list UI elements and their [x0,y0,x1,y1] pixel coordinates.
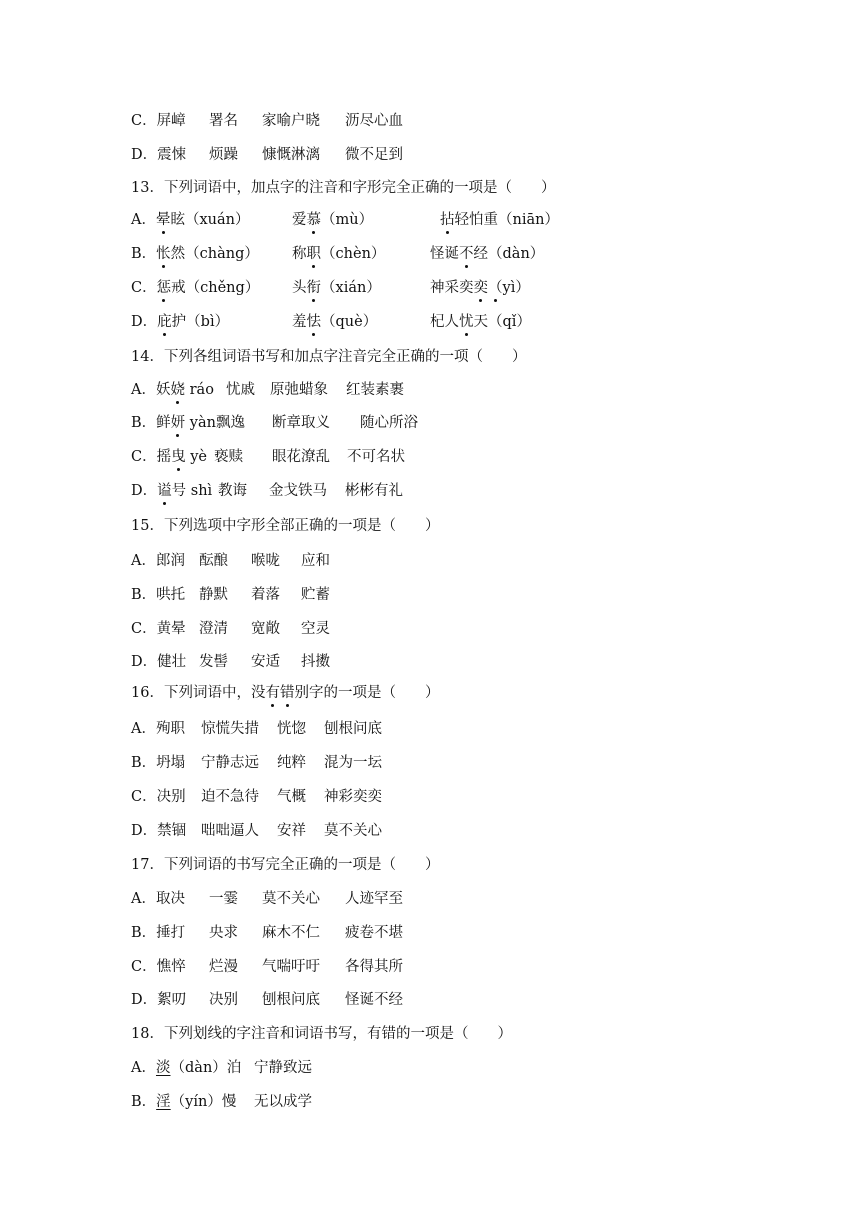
option-word: 决别 [209,992,238,1008]
answer-option [131,380,691,400]
answer-option [131,312,691,332]
option-word: 杞人忧天（qǐ） [430,314,531,330]
answer-option [131,1092,691,1112]
answer-option [131,753,691,773]
option-word: 沥尽心血 [345,113,403,129]
option-word: 头衔（xián） [292,280,381,296]
option-word: 疲卷不堪 [345,925,403,941]
option-word: 咄咄逼人 [201,823,259,839]
option-word: B．淫（yín）慢 [131,1094,237,1110]
answer-option [131,244,691,264]
question-text: 17．下列词语的书写完全正确的一项是（ ） [131,857,440,873]
answer-option [131,787,691,807]
answer-option [131,278,691,298]
option-word: C．憔悴 [131,959,186,975]
question-stem [131,855,439,875]
option-word: 宽敞 [251,621,280,637]
option-word: 称职（chèn） [292,246,386,262]
question-text: 18．下列划线的字注音和词语书写，有错的一项是（ ） [131,1026,512,1042]
answer-option [131,210,691,230]
answer-option [131,957,691,977]
option-word: 微不足到 [345,147,403,163]
option-word: 慷慨淋漓 [262,147,320,163]
option-word: 忧戚 [226,382,255,398]
option-word: B．鲜妍 yàn [131,415,216,431]
option-word: 烦躁 [209,147,238,163]
option-word: B．哄托 [131,587,186,603]
option-word: 彬彬有礼 [345,483,403,499]
answer-option [131,923,691,943]
answer-option [131,889,691,909]
option-word: 静默 [199,587,228,603]
option-word: 恍惚 [277,721,306,737]
answer-option [131,551,691,571]
option-word: 莫不关心 [262,891,320,907]
answer-option [131,145,691,165]
option-word: A．晕眩（xuán） [131,212,250,228]
option-word: 亵赎 [214,449,243,465]
option-word: 安祥 [277,823,306,839]
option-word: 空灵 [301,621,330,637]
question-stem [131,516,439,536]
question-stem [131,683,439,703]
question-text: 14．下列各组词语书写和加点字注音完全正确的一项（ ） [131,349,527,365]
option-word: 神采奕奕（yì） [430,280,530,296]
answer-option [131,481,691,501]
option-word: 气喘吁吁 [262,959,320,975]
answer-option [131,585,691,605]
answer-option [131,652,691,672]
option-word: 宁静致远 [254,1060,312,1076]
option-word: B．捶打 [131,925,186,941]
option-word: 抖擞 [301,654,330,670]
option-word: A．淡（dàn）泊 [131,1060,242,1076]
question-text: 13．下列词语中，加点字的注音和字形完全正确的一项是（ ） [131,180,556,196]
option-word: 署名 [209,113,238,129]
option-word: 各得其所 [345,959,403,975]
question-stem [131,1024,512,1044]
option-word: 刨根问底 [324,721,382,737]
option-word: 安适 [251,654,280,670]
option-word: 红装素裹 [346,382,404,398]
option-word: D．禁锢 [131,823,187,839]
option-word: 不可名状 [347,449,405,465]
option-word: 澄清 [199,621,228,637]
option-word: 着落 [251,587,280,603]
option-word: A．郎润 [131,553,185,569]
option-word: 发髻 [199,654,228,670]
option-word: 怪诞不经（dàn） [430,246,545,262]
option-word: A．妖娆 ráo [131,382,214,398]
question-stem [131,347,526,367]
option-word: C．摇曳 yè [131,449,208,465]
option-word: C．决别 [131,789,186,805]
option-word: 教诲 [218,483,247,499]
option-word: 宁静志远 [201,755,259,771]
option-word: D．健壮 [131,654,187,670]
option-word: 怪诞不经 [345,992,403,1008]
option-word: A．取决 [131,891,185,907]
option-word: D．谥号 shì [131,483,213,499]
answer-option [131,447,691,467]
question-text: 16．下列词语中，没有错别字的一项是（ ） [131,685,440,701]
option-word: 断章取义 [272,415,330,431]
option-word: D．庇护（bì） [131,314,230,330]
question-stem [131,178,555,198]
option-word: A．殉职 [131,721,185,737]
option-word: B．怅然（chàng） [131,246,259,262]
question-text: 15．下列选项中字形全部正确的一项是（ ） [131,518,440,534]
option-word: 家喻户晓 [262,113,320,129]
option-word: 喉咙 [251,553,280,569]
option-word: 混为一坛 [324,755,382,771]
option-word: 酝酿 [199,553,228,569]
answer-option [131,719,691,739]
option-word: 应和 [301,553,330,569]
answer-option [131,1058,691,1078]
option-word: 一霎 [209,891,238,907]
option-word: 神彩奕奕 [324,789,382,805]
option-word: 惊慌失措 [201,721,259,737]
option-word: 贮蓄 [301,587,330,603]
option-word: 爱慕（mù） [292,212,374,228]
option-word: D．絮叨 [131,992,187,1008]
option-word: 拈轻怕重（niān） [440,212,559,228]
option-word: 原弛蜡象 [270,382,328,398]
option-word: 飘逸 [216,415,245,431]
option-word: 麻木不仁 [262,925,320,941]
option-word: C．屏嶂 [131,113,186,129]
option-word: 金戈铁马 [269,483,327,499]
option-word: 无以成学 [254,1094,312,1110]
option-word: 烂漫 [209,959,238,975]
option-word: 气概 [277,789,306,805]
option-word: 人迹罕至 [345,891,403,907]
answer-option [131,619,691,639]
option-word: 迫不急待 [201,789,259,805]
option-word: 纯粹 [277,755,306,771]
answer-option [131,413,691,433]
option-word: B．坍塌 [131,755,186,771]
option-word: 随心所浴 [360,415,418,431]
answer-option [131,111,691,131]
option-word: 刨根问底 [262,992,320,1008]
option-word: 羞怯（què） [292,314,378,330]
option-word: C．黄晕 [131,621,186,637]
option-word: D．震悚 [131,147,187,163]
option-word: 莫不关心 [324,823,382,839]
option-word: 眼花潦乱 [272,449,330,465]
answer-option [131,821,691,841]
option-word: C．惩戒（chěng） [131,280,260,296]
answer-option [131,990,691,1010]
option-word: 央求 [209,925,238,941]
